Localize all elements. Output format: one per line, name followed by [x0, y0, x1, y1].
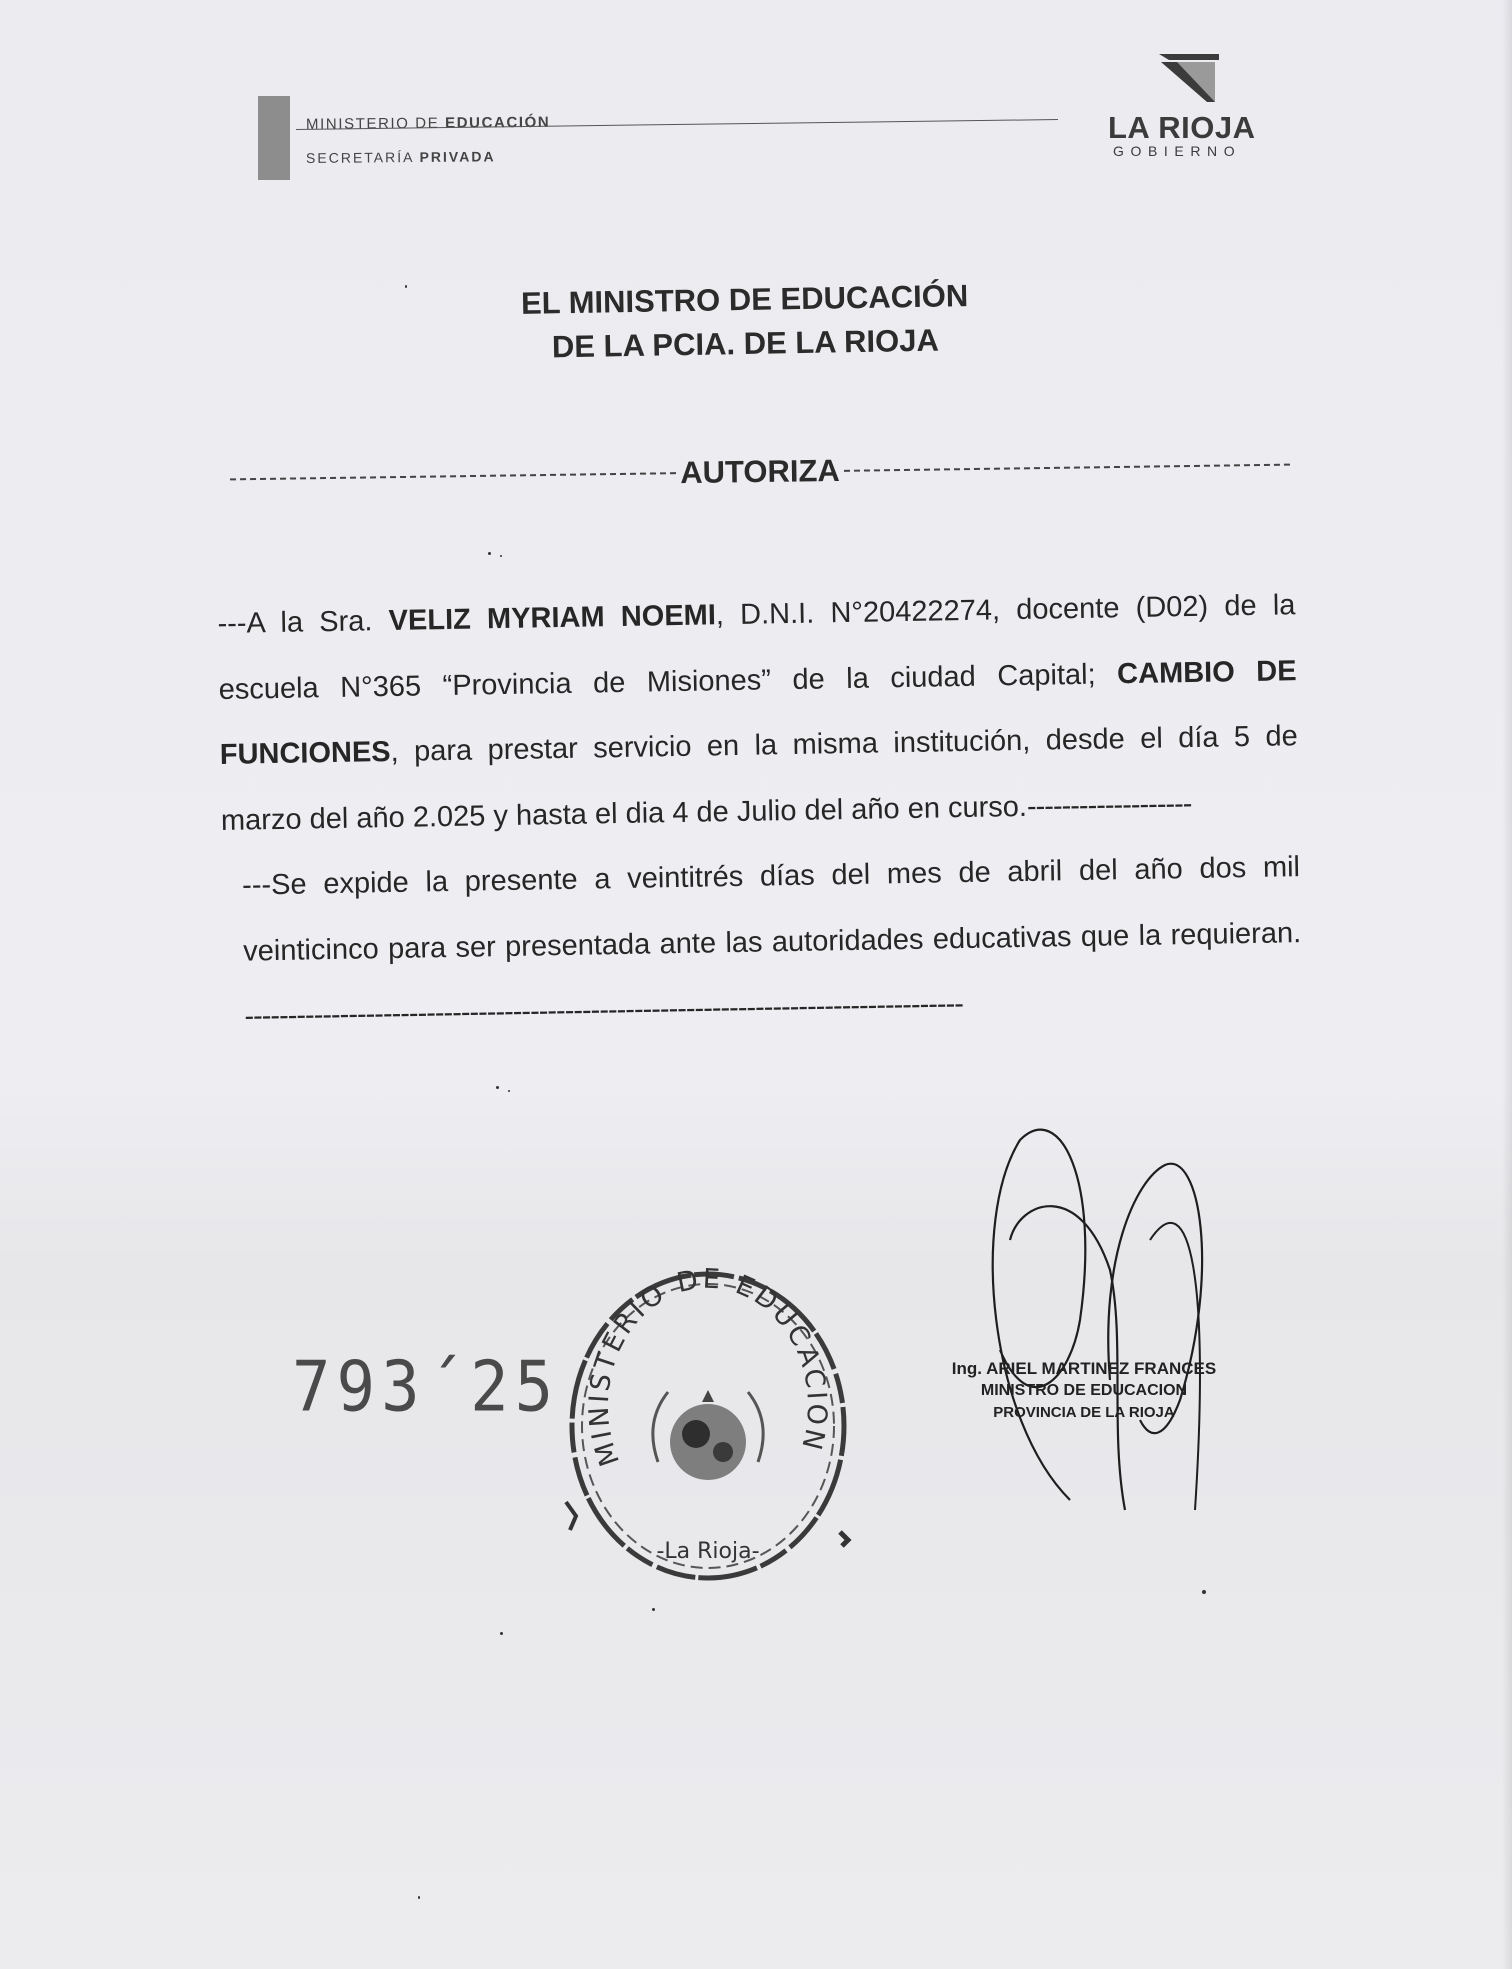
- p1-rest: , para prestar servicio en la misma institución, desde el día 5 de marzo del año 2.025 y hasta el dia 4 de Julio del año en curso.: [220, 720, 1298, 837]
- paragraph-issuance: [222, 835, 1303, 1050]
- letterhead-ministry-prefix: MINISTERIO DE: [305, 114, 446, 133]
- heading-dash-right: [844, 464, 1290, 472]
- signature-province: PROVINCIA DE LA RIOJA: [993, 1404, 1175, 1421]
- p2-text: ---Se expide la presente a veintitrés días del mes de abril del año dos mil veinticinco para ser presentada ante las autoridades educativas que la requieran.: [241, 851, 1302, 968]
- logo-name: LA RIOJA: [1108, 110, 1256, 145]
- letterhead-secretaria-prefix: SECRETARÍA: [305, 149, 420, 166]
- title-line-1: EL MINISTRO DE EDUCACIÓN: [520, 278, 969, 321]
- signature-role: MINISTRO DE EDUCACION: [980, 1382, 1188, 1399]
- heading-dash-left: [230, 472, 676, 480]
- letterhead-secretaria: [306, 148, 496, 166]
- signature-name: Ing. ARIEL MARTINEZ FRANCES: [951, 1359, 1217, 1378]
- letterhead-ministry-bold: EDUCACIÓN: [444, 113, 551, 132]
- paragraph-authorization: [217, 573, 1299, 854]
- title-line-2: DE LA PCIA. DE LA RIOJA: [551, 322, 940, 365]
- speck-7: [500, 1632, 503, 1635]
- p1-person-name: VELIZ MYRIAM NOEMI: [388, 599, 717, 638]
- ministry-seal-stamp: [558, 1262, 858, 1590]
- p1-action: CAMBIO DE FUNCIONES: [219, 654, 1297, 771]
- document-title: [459, 273, 1030, 371]
- p1-details: , D.N.I. N°20422274, docente (D02) de la escuela N°365 “Provincia de Misiones” de la ciudad Capital;: [218, 589, 1296, 706]
- speck-1: [488, 552, 491, 555]
- document-body: [217, 573, 1303, 1050]
- stamp-bottom-text: -La Rioja-: [656, 1539, 760, 1564]
- speck-6: [652, 1608, 655, 1611]
- p1-filler: -------------------: [1026, 787, 1192, 823]
- p2-filler: -----------------------------------------------------------------------------------: [244, 988, 964, 1033]
- speck-9: [1202, 1590, 1206, 1594]
- speck-2: [500, 555, 502, 557]
- stamp-arc-text: MINISTERIO DE EDUCACION: [583, 1263, 833, 1470]
- p1-intro: ---A la Sra.: [217, 605, 389, 640]
- autoriza-heading: [230, 447, 1290, 498]
- speck-3: [405, 285, 407, 288]
- signature-block: [944, 1358, 1224, 1424]
- logo-subtitle: GOBIERNO: [1113, 143, 1242, 159]
- letterhead-ministry: [306, 114, 550, 133]
- letterhead-bar: [258, 96, 290, 180]
- heading-word: AUTORIZA: [679, 452, 841, 491]
- letterhead-secretaria-bold: PRIVADA: [419, 148, 496, 166]
- la-rioja-logo-icon: [1155, 50, 1223, 106]
- handwritten-signature: [950, 1120, 1240, 1520]
- speck-5: [508, 1090, 510, 1092]
- speck-8: [418, 1896, 420, 1899]
- resolution-number: 793´25: [292, 1348, 560, 1428]
- speck-4: [496, 1086, 499, 1089]
